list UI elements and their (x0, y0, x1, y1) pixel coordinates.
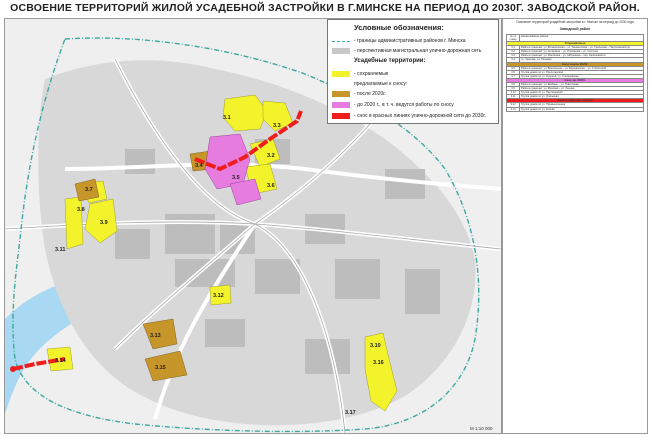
table-cell-number: 3.5 (507, 66, 520, 70)
map-label-3-4: 3.4 (195, 163, 203, 169)
table-cell-name: Группа домов по ул. Уральская (520, 95, 644, 99)
table-band-label: Снос в красных линиях (507, 99, 644, 103)
table-cell-number: 3.12 (507, 103, 520, 107)
table-cell-number: 3.11 (507, 95, 520, 99)
map-label-3-13: 3.13 (150, 333, 161, 339)
map-label-3-7: 3.7 (85, 187, 93, 193)
scale-label: М 1:10 000 (470, 426, 493, 431)
map-label-3-16: 3.16 (373, 360, 384, 366)
legend-subheading: Усадебные территории: (354, 58, 426, 64)
preserved-swatch (332, 71, 350, 77)
map-label-3-17: 3.17 (345, 410, 356, 416)
table-cell-number: 3.2 (507, 50, 520, 54)
table-cell-name: Группа домов по ул. Промышленная (520, 103, 644, 107)
table-cell-number: 3.1 (507, 46, 520, 50)
map-label-3-14: 3.14 (55, 358, 66, 364)
table-cell-name: ул. Чкалова, ул. Полевая (520, 58, 644, 62)
map-label-3-11: 3.11 (55, 247, 66, 253)
legend-box (327, 19, 499, 124)
red-lines-swatch (332, 113, 350, 119)
legend-zone-proposed: предлагаемые к сносу: (354, 81, 408, 87)
table-cell-number: 3.3 (507, 54, 520, 58)
table-cell-number: 3.8 (507, 82, 520, 86)
table-band-label: Снос до 2020г. (507, 78, 644, 82)
legend-zone-before-2020: - до 2020 г., в т. ч. ведутся работы по сносу (332, 101, 454, 109)
zones-table (506, 34, 644, 112)
table-cell-name: Район в границах: ул. Шабаны – ул. Тракторная (520, 82, 644, 86)
map-title: ОСВОЕНИЕ ТЕРРИТОРИЙ ЖИЛОЙ УСАДЕБНОЙ ЗАСТРОЙКИ В Г.МИНСКЕ НА ПЕРИОД ДО 2030Г. ЗАВОДСКОЙ РАЙОН. (10, 2, 640, 14)
table-cell-name: Группа домов по ул. Пролетарской (520, 70, 644, 74)
table-cell-name: Район в границах: ул. Вокзальная – ул. Бородинская – ул. Строителей (520, 66, 644, 70)
map-label-3-8: 3.8 (77, 207, 85, 213)
table-cell-name: Район в границах: ул. Ботаническая – ул. Ташкентская – ул. Уральская – Партизанский пр. (520, 46, 644, 50)
after-2020-swatch (332, 91, 350, 97)
red-line-end (10, 366, 16, 372)
table-cell-number: 3.4 (507, 58, 520, 62)
map-label-3-9: 3.9 (100, 220, 108, 226)
panel-district: Заводской район (559, 26, 591, 31)
table-band-label: Сохраняемые (507, 42, 644, 46)
table-cell-name: Группа домов по ул. Партизанский (520, 91, 644, 95)
table-header-row: № по плану Наименование района (507, 34, 644, 41)
zones-table-panel (502, 18, 648, 434)
map-label-3-6: 3.6 (267, 183, 275, 189)
table-band-label: Снос после 2020г. (507, 62, 644, 66)
zone-3-11 (65, 197, 83, 249)
map-label-3-2: 3.2 (267, 153, 275, 159)
map-label-3-15: 3.15 (155, 365, 166, 371)
map-label-3-12: 3.12 (213, 293, 224, 299)
map-label-3-5: 3.5 (232, 175, 240, 181)
panel-header: Освоение территорий усадебной застройки в г. Минске на период до 2030 года (516, 20, 634, 24)
roads-swatch (332, 48, 350, 54)
map-label-3-10: 3.10 (370, 343, 381, 349)
map-label-3-1: 3.1 (223, 115, 231, 121)
legend-zone-after-2020: - после 2020г. (332, 90, 386, 98)
legend-heading: Условные обозначения: (354, 23, 444, 32)
table-cell-name: Район в границах: ул. Меховая – ул. Ленина (520, 87, 644, 91)
before-2020-swatch (332, 102, 350, 108)
table-cell-name: Группа домов по ул. Кнорина, ул. Стахановская (520, 74, 644, 78)
table-row (507, 107, 644, 111)
boundary-swatch (332, 41, 350, 42)
table-cell-name: Район в границах: ул. Ангарская – ул. Плеханова – ул. Солтыса (520, 50, 644, 54)
legend-zone-preserved: - сохраняемые (332, 70, 388, 78)
table-cell-number: 3.6 (507, 70, 520, 74)
legend-item-boundary: - границы административных районов г. Минска (332, 37, 466, 45)
table-cell-number: 3.10 (507, 91, 520, 95)
legend-item-roads: - перспективная магистральная улично-дорожная сеть (332, 47, 481, 55)
table-cell-number: 3.13 (507, 107, 520, 111)
table-cell-number: 3.7 (507, 74, 520, 78)
legend-zone-red-lines: - снос в красных линиях улично-дорожной сети до 2030г. (332, 112, 486, 120)
table-cell-name: Группа домов по ул. Кирова (520, 107, 644, 111)
map-label-3-3: 3.3 (273, 123, 281, 129)
table-cell-name: Район в границах: ул. Малинина – ул. Кабушкина – пер. Калиновского (520, 54, 644, 58)
table-cell-number: 3.9 (507, 87, 520, 91)
